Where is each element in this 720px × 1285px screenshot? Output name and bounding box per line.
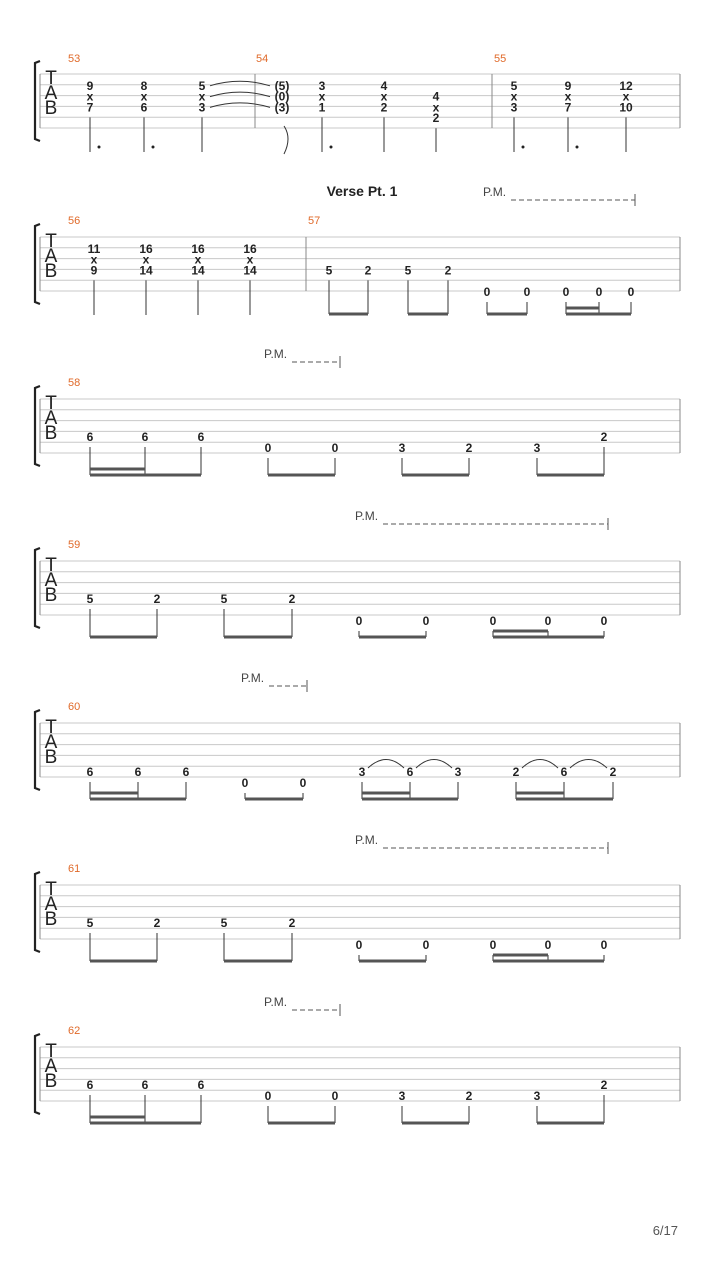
fret-number: 3 — [198, 100, 206, 115]
fret-number: x — [318, 89, 326, 104]
fret-number: 16 — [191, 241, 205, 256]
tie — [368, 760, 404, 769]
fret-number: 2 — [432, 111, 440, 126]
tab-clef-letter: B — [44, 585, 58, 606]
system-bracket — [35, 872, 40, 952]
fret-number: 3 — [398, 1089, 406, 1103]
tab-clef-letter: B — [44, 98, 58, 119]
tab-clef-letter: T — [45, 879, 57, 900]
fret-number: 14 — [191, 263, 205, 278]
fret-number: 5 — [198, 78, 206, 93]
fret-number: 9 — [86, 78, 94, 93]
tab-clef-letter: T — [45, 1041, 57, 1062]
fret-number: 9 — [564, 78, 572, 93]
fret-number: 0 — [600, 938, 608, 952]
measure-number: 57 — [308, 215, 321, 227]
fret-number: x — [86, 89, 94, 104]
fret-number: 0 — [489, 614, 497, 628]
fret-number: 4 — [432, 89, 440, 104]
fret-number: 3 — [318, 78, 326, 93]
tie — [522, 760, 558, 769]
fret-number: x — [380, 89, 388, 104]
fret-number: 2 — [444, 263, 452, 278]
system-bracket — [35, 61, 40, 141]
measure-number: 54 — [256, 53, 269, 65]
tab-staff — [35, 224, 680, 304]
fret-number: 6 — [197, 1078, 205, 1092]
fret-number: 11 — [87, 241, 101, 256]
fret-number: x — [140, 89, 148, 104]
tie — [416, 760, 452, 769]
fret-number: 2 — [600, 430, 608, 444]
fret-number: 2 — [153, 916, 161, 930]
fret-number: 0 — [595, 285, 603, 299]
fret-number: 0 — [331, 1089, 339, 1103]
measure-number: 55 — [494, 53, 507, 65]
tab-staff — [35, 710, 680, 790]
fret-number: x — [432, 100, 440, 115]
measure-number: 59 — [68, 539, 81, 551]
tab-staff — [35, 1034, 680, 1114]
fret-number: x — [246, 252, 254, 267]
fret-number: 5 — [220, 916, 228, 930]
measure-number: 56 — [68, 215, 81, 227]
tab-clef-letter: A — [44, 894, 58, 915]
fret-number: 6 — [86, 1078, 94, 1092]
fret-number: x — [510, 89, 518, 104]
fret-number: 6 — [141, 1078, 149, 1092]
fret-number: x — [564, 89, 572, 104]
palm-mute-label: P.M. — [355, 833, 379, 847]
duration-dot — [330, 146, 333, 149]
tab-clef-letter: B — [44, 1071, 58, 1092]
fret-number: 3 — [454, 765, 462, 779]
fret-number: 14 — [243, 263, 257, 278]
fret-number: 2 — [288, 592, 296, 606]
fret-number: (3) — [274, 100, 290, 115]
tab-clef-letter: A — [44, 246, 58, 267]
fret-number: 2 — [609, 765, 617, 779]
fret-number: 16 — [139, 241, 153, 256]
fret-number: 0 — [544, 938, 552, 952]
fret-number: 0 — [544, 614, 552, 628]
measure-number: 60 — [68, 701, 81, 713]
duration-dot — [152, 146, 155, 149]
fret-number: 6 — [141, 430, 149, 444]
system-bracket — [35, 386, 40, 466]
system-bracket — [35, 548, 40, 628]
fret-number: 8 — [140, 78, 148, 93]
tab-clef-letter: B — [44, 909, 58, 930]
fret-number: 7 — [86, 100, 94, 115]
fret-number: 2 — [380, 100, 388, 115]
fret-number: 2 — [465, 1089, 473, 1103]
fret-number: 3 — [358, 765, 366, 779]
tab-clef-letter: T — [45, 393, 57, 414]
page-number: 6/17 — [652, 1223, 678, 1238]
fret-number: 0 — [523, 285, 531, 299]
fret-number: (0) — [274, 89, 290, 104]
fret-number: (5) — [274, 78, 290, 93]
fret-number: 3 — [533, 441, 541, 455]
fret-number: 2 — [600, 1078, 608, 1092]
fret-number: 0 — [562, 285, 570, 299]
fret-number: 5 — [86, 592, 94, 606]
fret-number: 0 — [600, 614, 608, 628]
system-bracket — [35, 1034, 40, 1114]
fret-number: 0 — [241, 776, 249, 790]
let-ring-mark — [284, 126, 288, 154]
fret-number: 7 — [564, 100, 572, 115]
fret-number: 14 — [139, 263, 153, 278]
fret-number: 6 — [197, 430, 205, 444]
section-label: Verse Pt. 1 — [326, 183, 398, 199]
fret-number: 0 — [299, 776, 307, 790]
fret-number: 6 — [406, 765, 414, 779]
tab-clef-letter: T — [45, 555, 57, 576]
tab-clef-letter: A — [44, 570, 58, 591]
duration-dot — [98, 146, 101, 149]
fret-number: 2 — [512, 765, 520, 779]
fret-number: 6 — [86, 765, 94, 779]
palm-mute-label: P.M. — [355, 509, 379, 523]
tab-clef-letter: T — [45, 717, 57, 738]
fret-number: 0 — [355, 614, 363, 628]
fret-number: 2 — [153, 592, 161, 606]
tab-staff — [35, 61, 680, 141]
palm-mute-label: P.M. — [264, 995, 288, 1009]
fret-number: x — [90, 252, 98, 267]
fret-number: 3 — [510, 100, 518, 115]
fret-number: 0 — [422, 938, 430, 952]
tab-clef-letter: A — [44, 732, 58, 753]
fret-number: 12 — [619, 78, 633, 93]
tab-clef-letter: B — [44, 261, 58, 282]
fret-number: 0 — [331, 441, 339, 455]
duration-dot — [522, 146, 525, 149]
fret-number: x — [622, 89, 630, 104]
measure-number: 58 — [68, 377, 81, 389]
fret-number: 0 — [264, 1089, 272, 1103]
fret-number: 5 — [220, 592, 228, 606]
palm-mute-label: P.M. — [264, 347, 288, 361]
tab-staff — [35, 386, 680, 466]
fret-number: 6 — [140, 100, 148, 115]
fret-number: x — [198, 89, 206, 104]
fret-number: 6 — [182, 765, 190, 779]
fret-number: 16 — [243, 241, 257, 256]
palm-mute-label: P.M. — [483, 185, 507, 199]
palm-mute-label: P.M. — [241, 671, 265, 685]
fret-number: 0 — [483, 285, 491, 299]
fret-number: 1 — [318, 100, 326, 115]
fret-number: 2 — [288, 916, 296, 930]
fret-number: 4 — [380, 78, 388, 93]
fret-number: 5 — [510, 78, 518, 93]
fret-number: 0 — [627, 285, 635, 299]
fret-number: x — [194, 252, 202, 267]
fret-number: 2 — [465, 441, 473, 455]
fret-number: 2 — [364, 263, 372, 278]
tab-clef-letter: A — [44, 83, 58, 104]
fret-number: 0 — [422, 614, 430, 628]
fret-number: 0 — [264, 441, 272, 455]
tab-clef-letter: T — [45, 231, 57, 252]
measure-number: 62 — [68, 1025, 81, 1037]
fret-number: 9 — [90, 263, 98, 278]
fret-number: 5 — [86, 916, 94, 930]
measure-number: 53 — [68, 53, 81, 65]
tie — [570, 760, 607, 769]
tab-clef-letter: T — [45, 68, 57, 89]
fret-number: 6 — [134, 765, 142, 779]
fret-number: 0 — [355, 938, 363, 952]
fret-number: 0 — [489, 938, 497, 952]
fret-number: 3 — [533, 1089, 541, 1103]
fret-number: x — [142, 252, 150, 267]
fret-number: 6 — [560, 765, 568, 779]
fret-number: 3 — [398, 441, 406, 455]
fret-number: 5 — [404, 263, 412, 278]
tab-clef-letter: B — [44, 423, 58, 444]
system-bracket — [35, 224, 40, 304]
fret-number: 10 — [619, 100, 633, 115]
tab-clef-letter: B — [44, 747, 58, 768]
duration-dot — [576, 146, 579, 149]
measure-number: 61 — [68, 863, 81, 875]
fret-number: 6 — [86, 430, 94, 444]
tab-clef-letter: A — [44, 408, 58, 429]
fret-number: 5 — [325, 263, 333, 278]
system-bracket — [35, 710, 40, 790]
tab-clef-letter: A — [44, 1056, 58, 1077]
